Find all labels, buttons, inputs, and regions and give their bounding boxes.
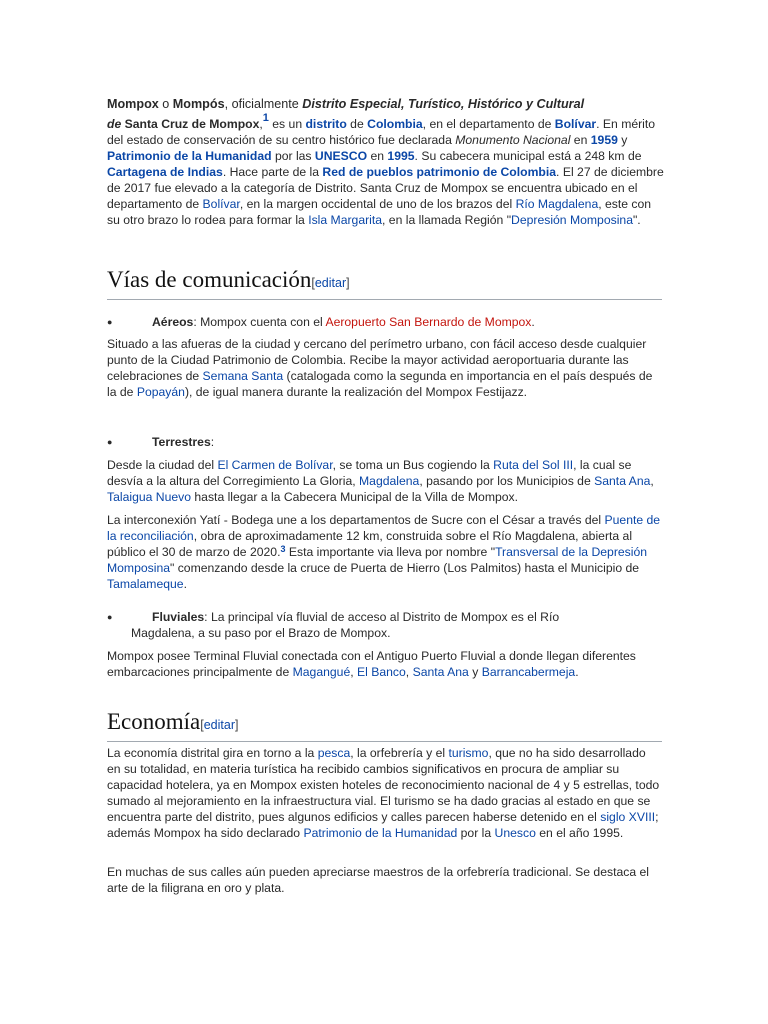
- year-1959-link[interactable]: 1959: [590, 133, 618, 147]
- terrestres-paragraph-2: La interconexión Yatí - Bodega une a los departamentos de Sucre con el César a través del Puente de la reconciliación, obra de aproximadamente 12 km, construida sobre el Río Magdalena, abierta al público el 30 de marzo de 2020.$^3$ Esta importante via lleva por nombre "Transversal de la Depresión Momposina" comenzando desde la cruce de Puerta de Hierro (Los Palmitos) hasta el Municipio de Tamalameque.: [107, 513, 661, 591]
- colombia-link[interactable]: Colombia: [367, 117, 423, 131]
- fluviales-label: Fluviales: [152, 610, 205, 624]
- carmen-bolivar-link[interactable]: El Carmen de Bolívar: [217, 458, 333, 472]
- magangue-link[interactable]: Magangué: [292, 665, 351, 679]
- siglo-xviii-link[interactable]: siglo XVIII: [600, 810, 656, 824]
- pesca-link[interactable]: pesca: [317, 746, 351, 760]
- bullet-icon: ●: [107, 612, 113, 622]
- terrestres-paragraph-1: Desde la ciudad del El Carmen de Bolívar, se toma un Bus cogiendo la Ruta del Sol III, la cual se desvía a la altura del Corregimiento La Gloria, Magdalena, pasando por los Municipios de Santa Ana, Talaigua Nuevo hasta llegar a la Cabecera Municipal de la Villa de Mompox.: [107, 458, 654, 504]
- isla-margarita-link[interactable]: Isla Margarita: [308, 213, 383, 227]
- depresion-momposina-link[interactable]: Depresión Momposina: [511, 213, 633, 227]
- bolivar-link-2[interactable]: Bolívar: [202, 197, 240, 211]
- reference-3-link[interactable]: 3: [280, 544, 286, 554]
- bullet-icon: ●: [107, 317, 113, 327]
- reference-1-link[interactable]: 1: [262, 112, 269, 124]
- transversal-link[interactable]: Transversal de la Depresión Momposina: [107, 545, 648, 575]
- magdalena-link[interactable]: Magdalena: [359, 474, 420, 488]
- aereos-paragraph: Situado a las afueras de la ciudad y cercano del perímetro urbano, con fácil acceso desde cualquier punto de la Ciudad Patrimonio de Colombia. Recibe la mayor actividad aeroportuaria durante las celebraciones de Semana Santa (catalogada como la segunda en importancia en el país después de la de Popayán), de igual manera durante la realización del Mompox Festijazz.: [107, 337, 653, 399]
- edit-economia-link[interactable]: editar: [203, 718, 236, 732]
- fluviales-paragraph: Mompox posee Terminal Fluvial conectada con el Antiguo Puerto Fluvial a donde llegan diferentes embarcaciones principalmente de Magangué, El Banco, Santa Ana y Barrancabermeja.: [107, 649, 636, 679]
- official-name: Distrito Especial, Turístico, Histórico y Cultural: [302, 97, 585, 111]
- section-heading-economia: Economía[editar]: [107, 708, 662, 742]
- economia-paragraph-2: En muchas de sus calles aún pueden apreciarse maestros de la orfebrería tradicional. Se destaca el arte de la filigrana en oro y plata.: [107, 865, 649, 895]
- unesco-link-2[interactable]: Unesco: [494, 826, 536, 840]
- distrito-link[interactable]: distrito: [305, 117, 347, 131]
- talaigua-link[interactable]: Talaigua Nuevo: [107, 490, 192, 504]
- el-banco-link[interactable]: El Banco: [357, 665, 406, 679]
- cartagena-link[interactable]: Cartagena de Indias: [107, 165, 223, 179]
- bolivar-link[interactable]: Bolívar: [554, 117, 597, 131]
- year-1995-link[interactable]: 1995: [387, 149, 415, 163]
- puente-reconciliacion-link[interactable]: Puente de la reconciliación: [107, 513, 661, 543]
- tamalameque-link[interactable]: Tamalameque: [107, 577, 184, 591]
- list-item-fluviales: ● Fluviales: La principal vía fluvial de acceso al Distrito de Mompox es el Río Magdalena, a su paso por el Brazo de Mompox.: [107, 610, 560, 640]
- intro-paragraph: Mompox o Mompós, oficialmente Distrito Especial, Turístico, Histórico y Cultural de Santa Cruz de Mompox,$^1$ es un distrito de Colombia, en el departamento de Bolívar. En mérito del estado de conservación de su centro histórico fue declarada Monumento Nacional en 1959 y Patrimonio de la Humanidad por las UNESCO en 1995. Su cabecera municipal está a 248 km de Cartagena de Indias. Hace parte de la Red de pueblos patrimonio de Colombia. El 27 de diciembre de 2017 fue elevado a la categoría de Distrito. Santa Cruz de Mompox se encuentra ubicado en el departamento de Bolívar, en la margen occidental de uno de los brazos del Río Magdalena, este con su otro brazo lo rodea para formar la Isla Margarita, en la llamada Región "Depresión Momposina".: [107, 97, 664, 227]
- mompos-term: Mompós: [172, 97, 225, 111]
- edit-vias-link[interactable]: editar: [314, 276, 347, 290]
- santa-ana-link-2[interactable]: Santa Ana: [412, 665, 469, 679]
- section-heading-vias: Vías de comunicación[editar]: [107, 266, 662, 300]
- popayan-link[interactable]: Popayán: [136, 385, 185, 399]
- economia-paragraph-1: La economía distrital gira en torno a la pesca, la orfebrería y el turismo, que no ha sido desarrollado en su totalidad, en materia turística ha recibido cambios significativos en procura de ampliar su capacidad hotelera, ya en Mompox existen hoteles de reconocimiento nacional de 4 y 5 estrellas, todo sumado al mejoramiento en la infraestructura vial. El turismo se ha dado gracias al estado en que se encuentra parte del distrito, pues algunos edificios y calles parecen haberse detenido en el siglo XVIII; además Mompox ha sido declarado Patrimonio de la Humanidad por la Unesco en el año 1995.: [107, 746, 660, 840]
- unesco-link[interactable]: UNESCO: [314, 149, 368, 163]
- list-item-aereos: ● Aéreos: Mompox cuenta con el Aeropuerto San Bernardo de Mompox.: [107, 315, 535, 329]
- patrimonio-humanidad-link[interactable]: Patrimonio de la Humanidad: [107, 149, 272, 163]
- aeropuerto-link[interactable]: Aeropuerto San Bernardo de Mompox: [325, 315, 532, 329]
- semana-santa-link[interactable]: Semana Santa: [202, 369, 284, 383]
- aereos-label: Aéreos: [152, 315, 194, 329]
- bullet-icon: ●: [107, 437, 113, 447]
- mompox-term: Mompox: [107, 97, 159, 111]
- red-pueblos-link[interactable]: Red de pueblos patrimonio de Colombia: [322, 165, 557, 179]
- turismo-link[interactable]: turismo: [448, 746, 489, 760]
- list-item-terrestres: ● Terrestres:: [107, 435, 215, 449]
- terrestres-label: Terrestres: [152, 435, 211, 449]
- santa-ana-link[interactable]: Santa Ana: [594, 474, 651, 488]
- patrimonio-humanidad-link-2[interactable]: Patrimonio de la Humanidad: [303, 826, 458, 840]
- rio-magdalena-link[interactable]: Río Magdalena: [515, 197, 599, 211]
- ruta-sol-link[interactable]: Ruta del Sol III: [493, 458, 574, 472]
- barrancabermeja-link[interactable]: Barrancabermeja: [481, 665, 576, 679]
